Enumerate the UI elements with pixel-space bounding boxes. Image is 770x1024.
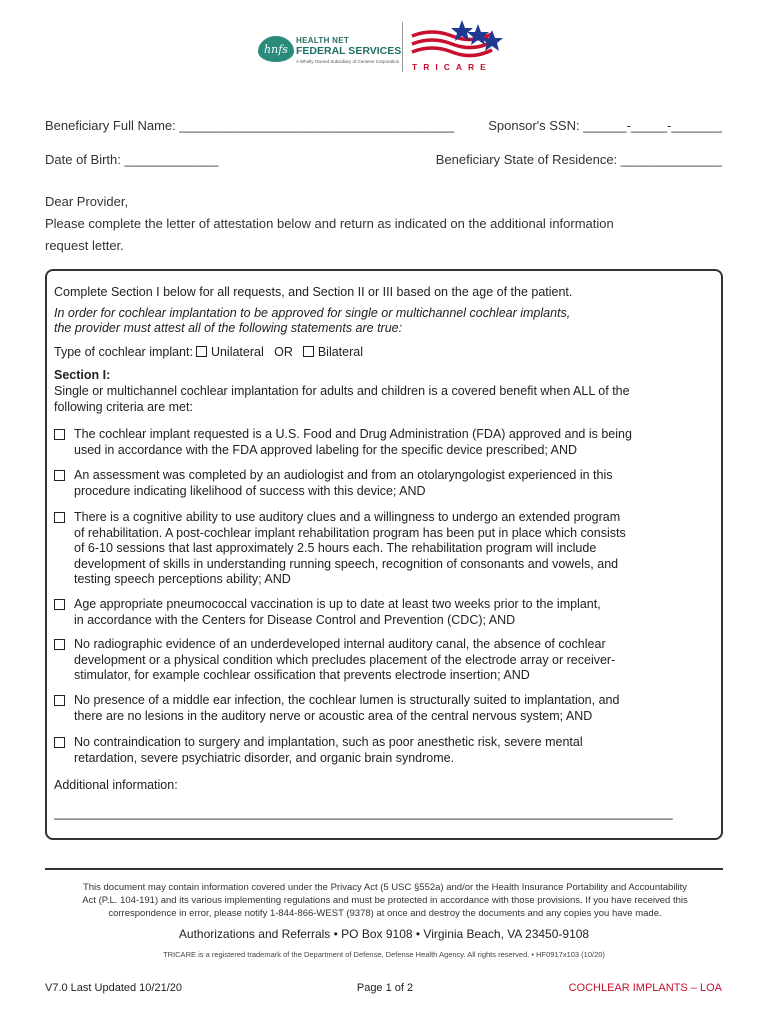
trademark-notice: TRICARE is a registered trademark of the Department of Defense, Defense Health Agency. All rights reserved. • HF0917x103 (10/20) bbox=[163, 950, 605, 959]
intro-line-1: Please complete the letter of attestation below and return as indicated on the additional information bbox=[45, 216, 614, 231]
hnfs-line3: A Wholly Owned Subsidiary of Centene Corporation bbox=[296, 59, 400, 64]
page-number: Page 1 of 2 bbox=[356, 982, 414, 994]
instruction-text: Complete Section I below for all requests, and Section II or III based on the age of the patient. bbox=[54, 285, 573, 299]
footer-rule bbox=[45, 868, 723, 870]
criterion-2-text: An assessment was completed by an audiologist and from an otolaryngologist experienced in this procedure indicating likelihood of success with this device; AND bbox=[74, 468, 613, 498]
bilateral-checkbox[interactable] bbox=[303, 346, 314, 357]
beneficiary-name-field[interactable]: Beneficiary Full Name: ______________________________________ bbox=[45, 118, 455, 133]
criterion-3-checkbox[interactable] bbox=[54, 512, 65, 523]
criterion-2-checkbox[interactable] bbox=[54, 470, 65, 481]
section-title: Section I: bbox=[54, 368, 111, 382]
logo-divider bbox=[402, 22, 403, 72]
criterion-1-checkbox[interactable] bbox=[54, 429, 65, 440]
hnfs-line1: HEALTH NET bbox=[296, 36, 350, 45]
additional-info-field[interactable]: _________________________________________________________________________________________ bbox=[54, 806, 673, 820]
version-label: V7.0 Last Updated 10/21/20 bbox=[45, 982, 182, 994]
implant-type-label: Type of cochlear implant: bbox=[54, 345, 193, 359]
or-label: OR bbox=[274, 345, 293, 359]
salutation: Dear Provider, bbox=[45, 194, 129, 209]
mailing-address: Authorizations and Referrals • PO Box 9108 • Virginia Beach, VA 23450-9108 bbox=[178, 927, 590, 941]
sponsor-ssn-field[interactable]: Sponsor's SSN: ______-_____-_______ bbox=[488, 118, 722, 133]
criterion-1-text: The cochlear implant requested is a U.S. Food and Drug Administration (FDA) approved and is being used in accordance with the FDA approved labeling for the specific device prescribed; AND bbox=[74, 427, 632, 457]
section-desc-2: following criteria are met: bbox=[54, 400, 193, 414]
additional-info-label: Additional information: bbox=[54, 778, 178, 792]
dob-field[interactable]: Date of Birth: _____________ bbox=[45, 152, 219, 167]
criterion-6-text: No presence of a middle ear infection, the cochlear lumen is structurally suited to implantation, and there are no lesions in the auditory nerve or acoustic area of the central nervous system; AND bbox=[74, 693, 620, 723]
hnfs-line2: FEDERAL SERVICES bbox=[296, 45, 402, 57]
hnfs-badge: hnfs bbox=[258, 36, 294, 62]
criterion-7-text: No contraindication to surgery and implantation, such as poor anesthetic risk, severe mental retardation, severe psychiatric disorder, and organic brain syndrome. bbox=[74, 735, 583, 765]
criterion-5-text: No radiographic evidence of an underdeveloped internal auditory canal, the absence of cochlear development or a physical condition which precludes placement of the electrode array or receiver- stimulator, for example cochlear ossification that prevents electrode insertion; AND bbox=[74, 637, 616, 682]
criterion-7-checkbox[interactable] bbox=[54, 737, 65, 748]
intro-line-2: request letter. bbox=[45, 238, 124, 253]
hnfs-logo bbox=[258, 22, 402, 74]
bilateral-label: Bilateral bbox=[317, 345, 363, 359]
tricare-flag-icon bbox=[410, 18, 510, 62]
criterion-5-checkbox[interactable] bbox=[54, 639, 65, 650]
implant-type-row bbox=[54, 345, 363, 361]
italic-line-2: the provider must attest all of the following statements are true: bbox=[54, 321, 403, 335]
criterion-4-checkbox[interactable] bbox=[54, 599, 65, 610]
state-field[interactable]: Beneficiary State of Residence: ______________ bbox=[435, 152, 722, 167]
tricare-logo bbox=[410, 18, 510, 76]
intro bbox=[45, 191, 725, 257]
criterion-3-text: There is a cognitive ability to use auditory clues and a willingness to undergo an extended program of rehabilitation. A post-cochlear implant rehabilitation program has been put in place which consists of 6-10 sessions that last approximately 2.5 hours each. The rehabilitation program will include development of skills in understanding running speech, recognition of consonants and vowels, and testing speech perceptions ability; AND bbox=[74, 510, 626, 586]
unilateral-label: Unilateral bbox=[210, 345, 264, 359]
section-desc-1: Single or multichannel cochlear implantation for adults and children is a covered benefit when ALL of the bbox=[54, 384, 630, 398]
document-title: COCHLEAR IMPLANTS – LOA bbox=[568, 982, 722, 994]
unilateral-checkbox[interactable] bbox=[196, 346, 207, 357]
tricare-wordmark: TRICARE bbox=[412, 62, 492, 72]
privacy-notice: This document may contain information covered under the Privacy Act (5 USC §552a) and/or the Health Insurance Portability and Accountability Act (P.L. 104-191) and its various implementing regulations and must be protected in accordance with those provisions. If you have received this correspondence in error, please notify 1-844-866-WEST (9378) at once and destroy the documents and any copies you have made. bbox=[82, 882, 688, 919]
criterion-4-text: Age appropriate pneumococcal vaccination is up to date at least two weeks prior to the implant, in accordance with the Centers for Disease Control and Prevention (CDC); AND bbox=[74, 597, 601, 627]
criterion-6-checkbox[interactable] bbox=[54, 695, 65, 706]
italic-line-1: In order for cochlear implantation to be approved for single or multichannel cochlear implants, bbox=[54, 306, 571, 320]
